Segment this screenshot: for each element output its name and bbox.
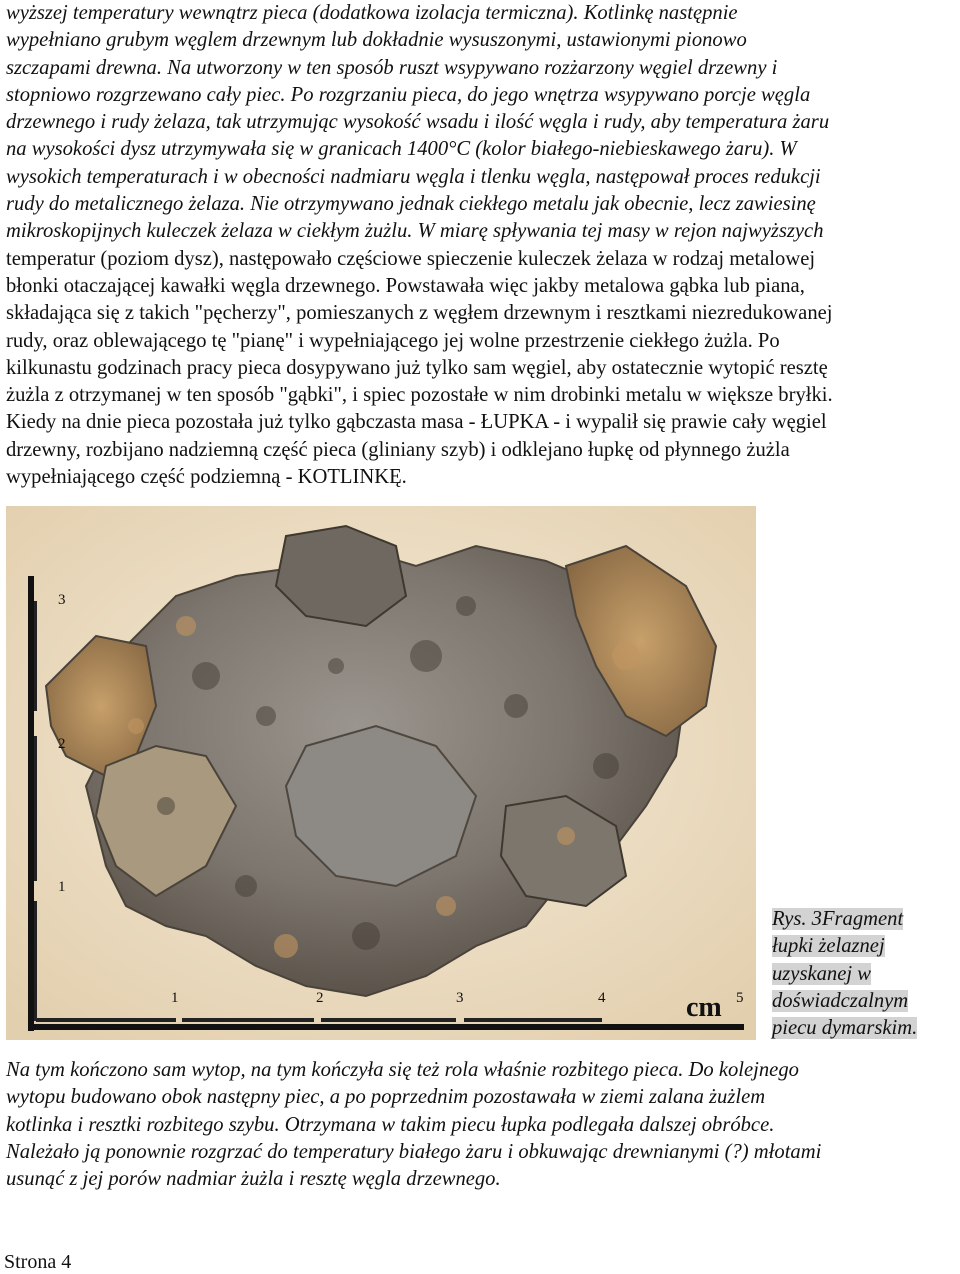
caption-line: doświadczalnym <box>772 989 909 1012</box>
text-line: mikroskopijnych kuleczek żelaza w ciekłym żużlu. W miarę spływania tej masy w rejon najwyższych <box>6 220 824 243</box>
text-line: stopniowo rozgrzewano cały piec. Po rozgrzaniu pieca, do jego wnętrza wsypywano porcje węgla <box>6 83 811 106</box>
ruler-h-label-3: 3 <box>456 990 464 1006</box>
text-line: wypełniającego część podziemną - KOTLINKĘ. <box>6 466 407 489</box>
text-line: szczapami drewna. Na utworzony w ten sposób ruszt wsypywano rozżarzony węgiel drzewny i <box>6 56 778 79</box>
caption-line: uzyskanej w <box>772 962 871 985</box>
caption-line: Rys. 3Fragment <box>772 908 904 930</box>
text-line: rudy do metalicznego żelaza. Nie otrzymywano jednak ciekłego metalu jak obecnie, lecz zawiesinę <box>6 193 816 216</box>
ruler-v-label-3: 3 <box>58 592 66 608</box>
text-line: Kiedy na dnie pieca pozostała już tylko gąbczasta masa - ŁUPKA - i wypalił się prawie cały węgiel <box>6 411 827 434</box>
text-line: rudy, oraz oblewającego tę "pianę" i wypełniającego jej wolne przestrzenie ciekłego żużla. Po <box>6 329 780 352</box>
text-line: drzewnego i rudy żelaza, tak utrzymując wysokość wsadu i ilość węgla i rudy, aby temperatura żaru <box>6 111 830 134</box>
text-line: Należało ją ponownie rozgrzać do temperatury białego żaru i obkuwając drewnianymi (?) młotami <box>6 1140 822 1163</box>
ruler-h-label-4: 4 <box>598 990 606 1006</box>
text-line: kilkunastu godzinach pracy pieca dosypywano już tylko sam węgiel, aby ostatecznie wytopić resztę <box>6 356 828 379</box>
iron-bloom-photo <box>6 506 756 1040</box>
ruler-h-label-2: 2 <box>316 990 324 1006</box>
text-line: żużla z otrzymanej w ten sposób "gąbki", i spiec pozostałe w nim drobinki metalu w większe bryłki. <box>6 384 833 407</box>
ruler-unit-label: cm <box>686 992 722 1023</box>
page-number: Strona 4 <box>4 1251 72 1273</box>
ruler-v-label-2: 2 <box>58 736 66 752</box>
ruler-h-label-5: 5 <box>736 990 744 1006</box>
text-line: wysokich temperaturach i w obecności nadmiaru węgla i tlenku węgla, następował proces redukcji <box>6 165 821 188</box>
text-line: składająca się z takich "pęcherzy", pomieszanych z węgłem drzewnym i resztkami niezredukowanej <box>6 302 833 325</box>
text-line: drzewny, rozbijano nadziemną część pieca (gliniany szyb) i odklejano łupkę od płynnego żużla <box>6 438 790 461</box>
text-line: błonki otaczającej kawałki węgla drzewnego. Powstawała więc jakby metalowa gąbka lub piana, <box>6 274 805 297</box>
text-line: wyższej temperatury wewnątrz pieca (dodatkowa izolacja termiczna). Kotlinkę następnie <box>6 2 738 24</box>
text-line: wypełniano grubym węglem drzewnym lub dokładnie wysuszonymi, ustawionymi pionowo <box>6 29 747 52</box>
iron-bloom-figure <box>6 506 756 1040</box>
text-line: temperatur (poziom dysz), następowało częściowe spieczenie kuleczek żelaza w rodzaj metalowej <box>6 247 816 270</box>
ruler-h-label-1: 1 <box>171 990 179 1006</box>
text-line: wytopu budowano obok następny piec, a po poprzednim pozostawała w ziemi zalana żużlem <box>6 1086 766 1109</box>
vertical-ruler <box>28 576 37 1031</box>
paragraph-bloom-processing <box>6 1057 954 1193</box>
text-line: na wysokości dysz utrzymywała się w granicach 1400°C (kolor białego-niebieskawego żaru). W <box>6 138 797 161</box>
text-line: usunąć z jej porów nadmiar żużla i resztę węgla drzewnego. <box>6 1168 501 1191</box>
text-line: Na tym kończono sam wytop, na tym kończyła się też rola właśnie rozbitego pieca. Do kolejnego <box>6 1059 799 1081</box>
figure-caption <box>772 906 917 1042</box>
paragraph-smelting-process <box>6 0 954 491</box>
text-line: kotlinka i resztki rozbitego szybu. Otrzymana w takim piecu łupka podlegała dalszej obróbce. <box>6 1113 775 1136</box>
ruler-v-label-1: 1 <box>58 879 66 895</box>
caption-line: łupki żelaznej <box>772 935 885 958</box>
caption-line: piecu dymarskim. <box>772 1017 918 1040</box>
